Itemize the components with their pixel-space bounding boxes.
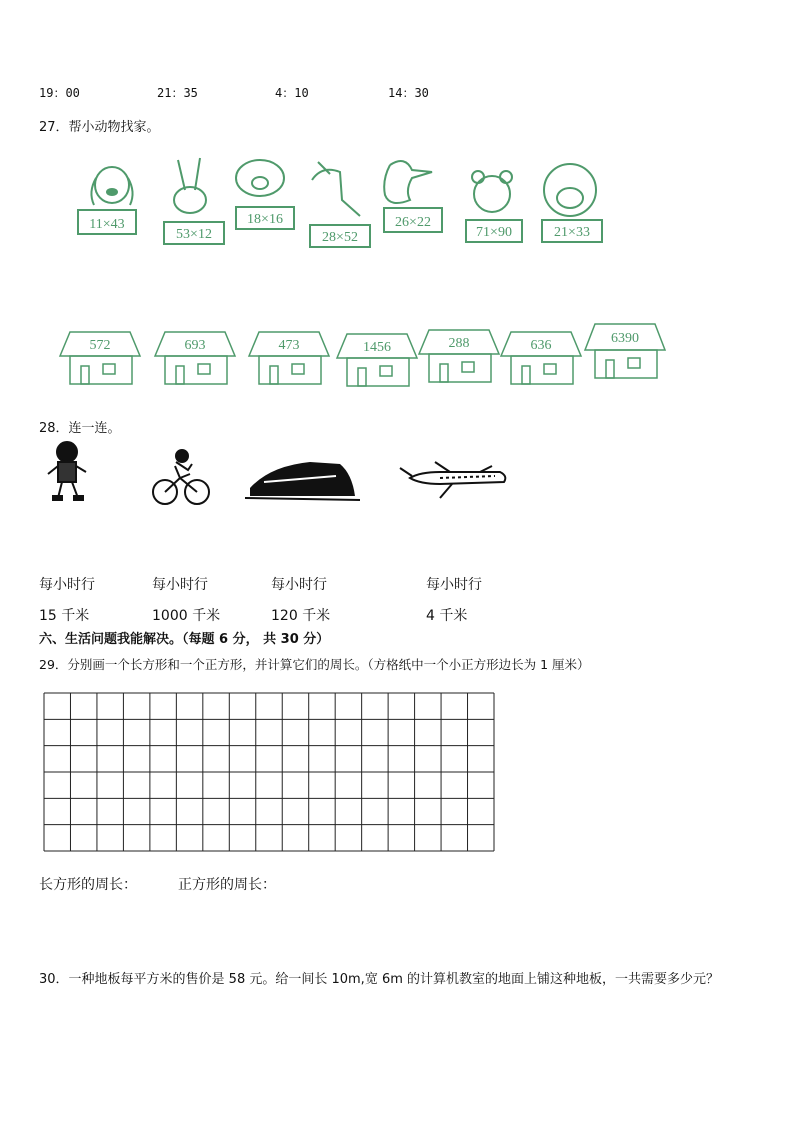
- question-29-title: 29．分别画一个长方形和一个正方形，并计算它们的周长。（方格纸中一个小正方形边长为 1 厘米）: [39, 657, 590, 672]
- expr-duck: 26×22: [395, 215, 431, 230]
- expr-bear: 71×90: [476, 225, 512, 240]
- speed-label-2: 每小时行: [152, 577, 208, 593]
- speed-value-3: 120 千米: [271, 608, 331, 624]
- animals-row: [60, 150, 620, 250]
- house-number-7: 6390: [611, 331, 639, 346]
- question-28-title: 28．连一连。: [39, 421, 121, 436]
- time-1: 19：00: [39, 86, 80, 100]
- speed-value-1: 15 千米: [39, 608, 90, 624]
- transport-pictures: [40, 438, 520, 510]
- house-number-4: 1456: [363, 340, 391, 355]
- expr-dog: 11×43: [89, 217, 125, 232]
- houses-row: [55, 318, 675, 390]
- cyclist-icon: [153, 450, 209, 504]
- speed-label-4: 每小时行: [426, 577, 482, 593]
- grid-paper[interactable]: [43, 692, 495, 852]
- time-2: 21：35: [157, 86, 198, 100]
- expr-goat: 28×52: [322, 230, 358, 245]
- square-perimeter-label: 正方形的周长：: [178, 877, 276, 893]
- time-3: 4：10: [275, 86, 309, 100]
- person-walking-icon: [48, 442, 86, 500]
- section-6-title: 六、生活问题我能解决。（每题 6 分， 共 30 分）: [39, 632, 330, 647]
- expr-monkey: 21×33: [554, 225, 590, 240]
- speed-label-1: 每小时行: [39, 577, 95, 593]
- question-30-title: 30．一种地板每平方米的售价是 58 元。给一间长 10m,宽 6m 的计算机教室的地面上铺这种地板，一共需要多少元？: [39, 972, 720, 987]
- airplane-icon: [400, 462, 505, 498]
- house-number-5: 288: [448, 336, 470, 351]
- speed-value-4: 4 千米: [426, 608, 468, 624]
- house-number-3: 473: [278, 338, 300, 353]
- speed-value-2: 1000 千米: [152, 608, 221, 624]
- expr-rabbit: 53×12: [176, 227, 212, 242]
- speed-label-3: 每小时行: [271, 577, 327, 593]
- house-number-1: 572: [89, 338, 111, 353]
- high-speed-train-icon: [245, 462, 360, 500]
- house-number-6: 636: [530, 338, 552, 353]
- question-27-title: 27．帮小动物找家。: [39, 120, 160, 135]
- time-4: 14：30: [388, 86, 429, 100]
- house-number-2: 693: [184, 338, 206, 353]
- expr-pig: 18×16: [247, 212, 283, 227]
- rectangle-perimeter-label: 长方形的周长：: [39, 877, 137, 893]
